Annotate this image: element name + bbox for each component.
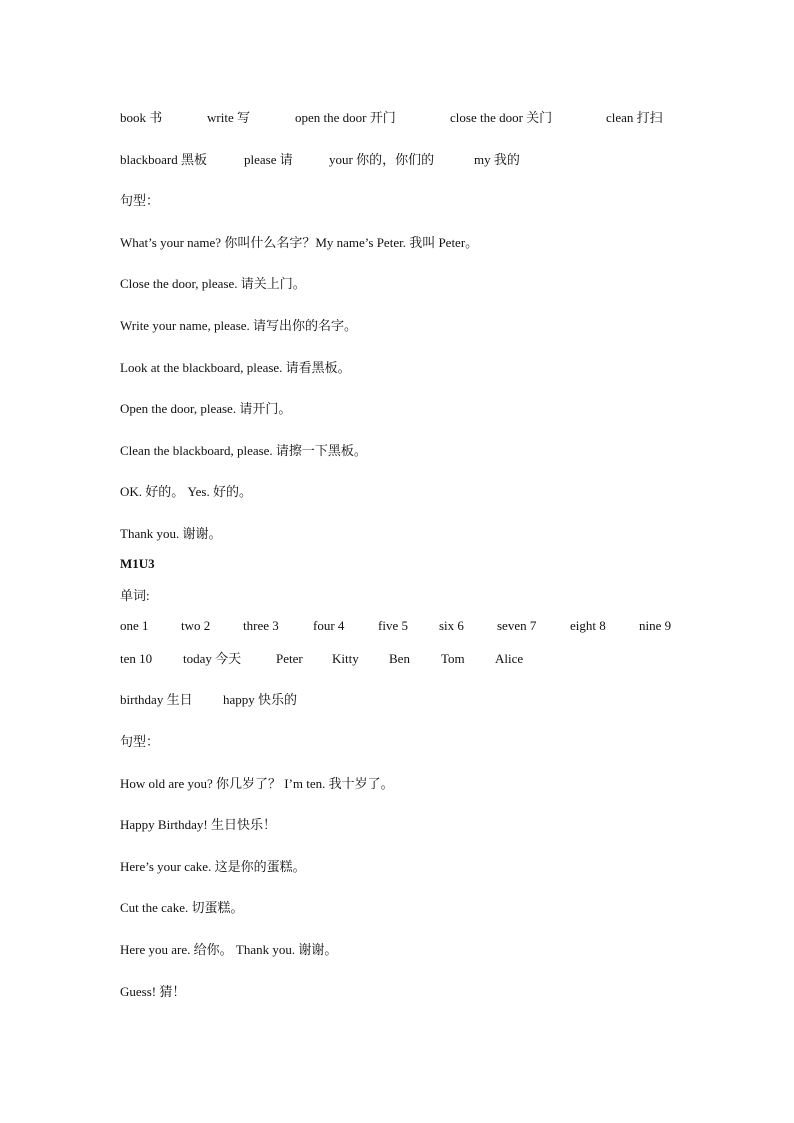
- sentence-line: Look at the blackboard, please. 请看黑板。: [120, 360, 351, 375]
- vocab-item: write 写: [207, 110, 250, 125]
- vocab-item: my 我的: [474, 152, 520, 167]
- sentence-patterns-label: 句型：: [120, 193, 160, 208]
- vocab-item: ten 10: [120, 651, 153, 666]
- sentence-line: What’s your name? 你叫什么名字？My name’s Peter. 我叫 Peter。: [120, 235, 479, 250]
- sentence-patterns-label: 句型：: [120, 734, 160, 749]
- name-word: Ben: [389, 651, 410, 666]
- sentence-line: Cut the cake. 切蛋糕。: [120, 900, 244, 915]
- sentence-line: Here you are. 给你。 Thank you. 谢谢。: [120, 942, 338, 957]
- sentence-line: Here’s your cake. 这是你的蛋糕。: [120, 859, 306, 874]
- sentence-line: Open the door, please. 请开门。: [120, 401, 292, 416]
- vocab-item: please 请: [244, 152, 293, 167]
- vocab-item: your 你的，你们的: [329, 152, 435, 167]
- name-word: Tom: [441, 651, 465, 666]
- vocab-item: happy 快乐的: [223, 692, 298, 707]
- number-word: eight 8: [570, 618, 606, 633]
- sentence-line: Thank you. 谢谢。: [120, 526, 222, 541]
- sentence-line: How old are you? 你几岁了？ I’m ten. 我十岁了。: [120, 776, 394, 791]
- sentence-line: Clean the blackboard, please. 请擦一下黑板。: [120, 443, 367, 458]
- sentence-line: OK. 好的。 Yes. 好的。: [120, 484, 252, 499]
- name-word: Peter: [276, 651, 303, 666]
- number-word: three 3: [243, 618, 279, 633]
- name-word: Kitty: [332, 651, 359, 666]
- name-word: Alice: [495, 651, 524, 666]
- number-word: seven 7: [497, 618, 537, 633]
- vocab-item: clean 打扫: [606, 110, 663, 125]
- number-word: six 6: [439, 618, 464, 633]
- number-word: one 1: [120, 618, 149, 633]
- vocab-item: today 今天: [183, 651, 242, 666]
- vocab-item: open the door 开门: [295, 110, 396, 125]
- vocab-item: book 书: [120, 110, 163, 125]
- sentence-line: Happy Birthday! 生日快乐！: [120, 817, 276, 832]
- sentence-line: Guess! 猜！: [120, 984, 186, 999]
- sentence-line: Close the door, please. 请关上门。: [120, 276, 306, 291]
- sentence-line: Write your name, please. 请写出你的名字。: [120, 318, 358, 333]
- vocab-item: blackboard 黑板: [120, 152, 208, 167]
- number-word: four 4: [313, 618, 345, 633]
- number-word: two 2: [181, 618, 211, 633]
- words-label: 单词:: [120, 588, 150, 603]
- vocab-item: close the door 关门: [450, 110, 553, 125]
- unit-heading: M1U3: [120, 556, 155, 571]
- number-word: five 5: [378, 618, 408, 633]
- number-word: nine 9: [639, 618, 672, 633]
- vocab-item: birthday 生日: [120, 692, 193, 707]
